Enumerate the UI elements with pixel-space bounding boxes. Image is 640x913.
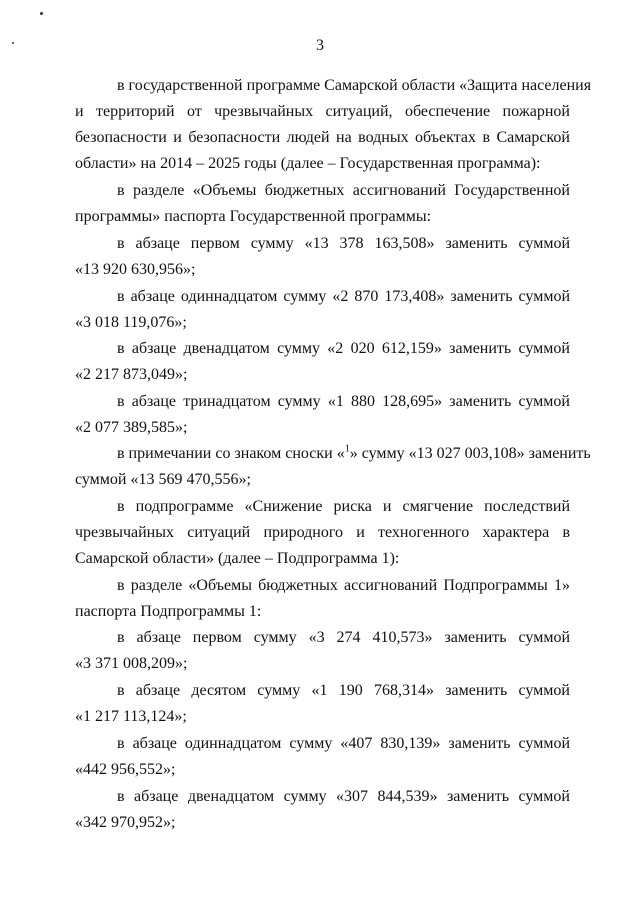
text-line: чрезвычайных ситуаций природного и техногенного характера в	[75, 524, 570, 541]
text-line: в разделе «Объемы бюджетных ассигнований Подпрограммы 1»	[117, 577, 570, 594]
text-line: «3 371 008,209»;	[75, 655, 188, 672]
text-line: «2 217 873,049»;	[75, 366, 188, 383]
page-number: 3	[316, 37, 324, 54]
text-line: и территорий от чрезвычайных ситуаций, обеспечение пожарной	[75, 103, 570, 120]
text-line: в абзаце одиннадцатом сумму «2 870 173,408» заменить суммой	[117, 288, 570, 305]
text-line: программы» паспорта Государственной программы:	[75, 208, 432, 225]
text-line: в абзаце первом сумму «3 274 410,573» заменить суммой	[117, 629, 570, 646]
text-line: безопасности и безопасности людей на водных объектах в Самарской	[75, 129, 570, 146]
text-line: в абзаце одиннадцатом сумму «407 830,139» заменить суммой	[117, 735, 570, 752]
scan-speck	[40, 12, 43, 15]
text-line: «3 018 119,076»;	[75, 314, 187, 331]
text-line: в подпрограмме «Снижение риска и смягчение последствий	[117, 498, 570, 515]
text-line-footnote	[117, 443, 591, 464]
text-line: в абзаце тринадцатом сумму «1 880 128,695» заменить суммой	[117, 393, 570, 410]
text-line: в разделе «Объемы бюджетных ассигнований Государственной	[117, 182, 570, 199]
text-line: «13 920 630,956»;	[75, 261, 196, 278]
text-line: в государственной программе Самарской области «Защита населения	[117, 77, 592, 94]
text-line: в абзаце двенадцатом сумму «2 020 612,159» заменить суммой	[117, 340, 570, 357]
text-line: «2 077 389,585»;	[75, 419, 188, 436]
text-line: «342 970,952»;	[75, 814, 176, 831]
footnote-marker: 1	[344, 443, 350, 455]
text-line: «1 217 113,124»;	[75, 708, 187, 725]
text-line: Самарской области» (далее – Подпрограмма 1):	[75, 550, 400, 567]
text-line: паспорта Подпрограммы 1:	[75, 603, 262, 620]
text-line: в абзаце десятом сумму «1 190 768,314» заменить суммой	[117, 682, 570, 699]
text-line: в абзаце первом сумму «13 378 163,508» заменить суммой	[117, 235, 570, 252]
text-fragment: в примечании со знаком сноски «	[117, 445, 345, 462]
text-fragment: » сумму «13 027 003,108» заменить	[349, 445, 591, 462]
scan-speck	[12, 42, 14, 44]
text-line: области» на 2014 – 2025 годы (далее – Государственная программа):	[75, 155, 541, 172]
text-line: в абзаце двенадцатом сумму «307 844,539» заменить суммой	[117, 788, 570, 805]
text-line: суммой «13 569 470,556»;	[75, 471, 251, 488]
text-line: «442 956,552»;	[75, 761, 176, 778]
